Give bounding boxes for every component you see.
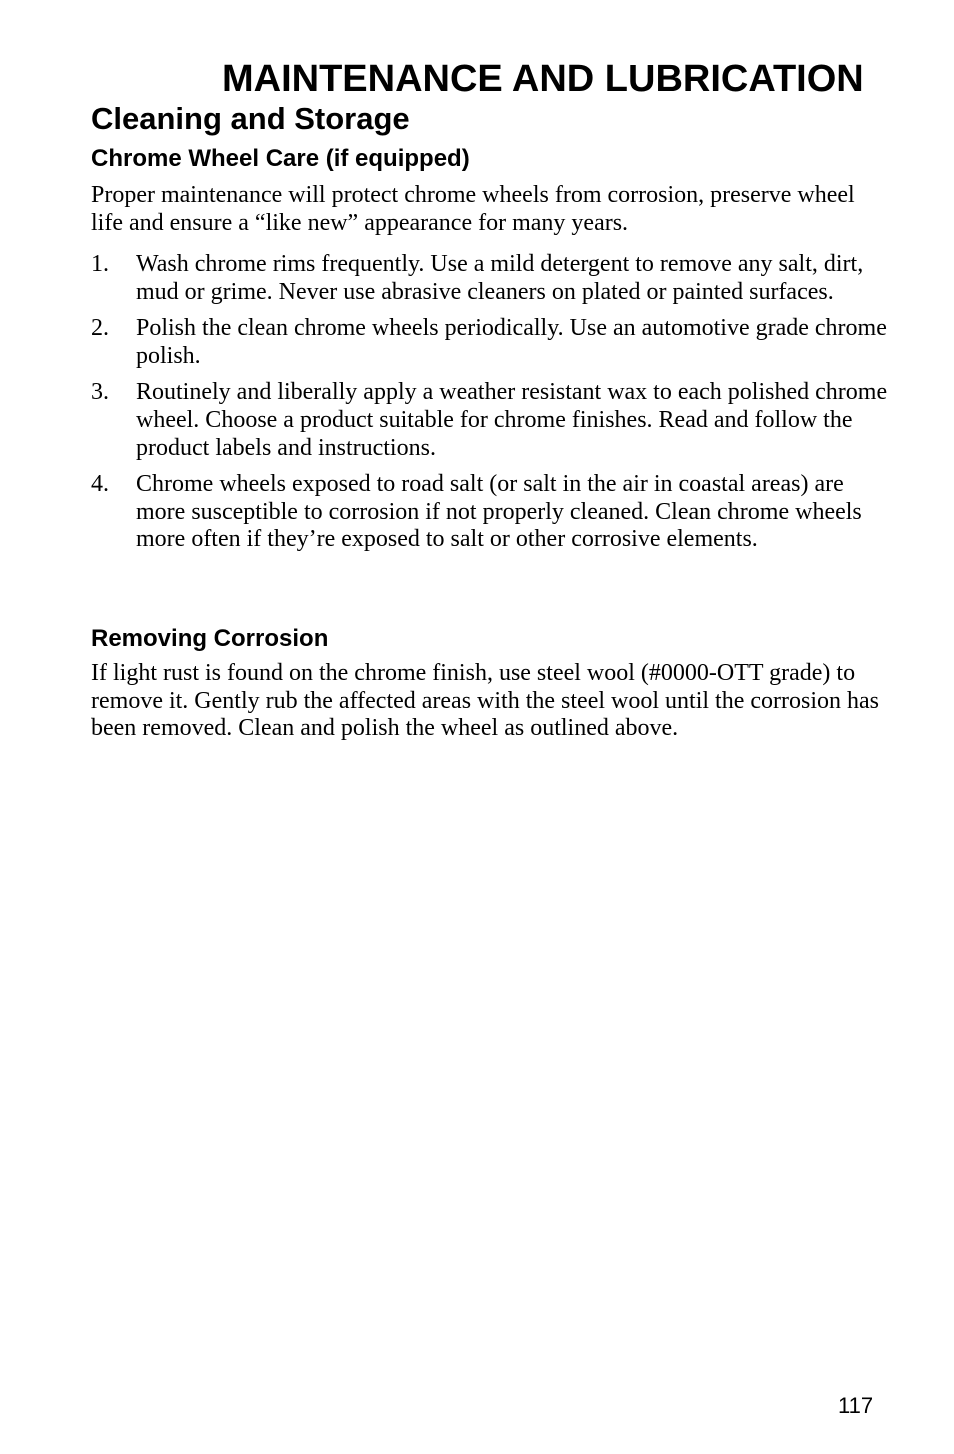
list-item [91, 379, 891, 462]
intro-paragraph: Proper maintenance will protect chrome wheels from corrosion, preserve wheel life and ensure a “like new” appearance for many years. [91, 182, 855, 236]
section-title: Cleaning and Storage [91, 101, 410, 136]
step-number: 1. [91, 251, 109, 277]
subsection-title: Chrome Wheel Care (if equipped) [91, 145, 470, 172]
step-text: Chrome wheels exposed to road salt (or salt in the air in coastal areas) are more susceptible to corrosion if not properly cleaned. Clean chrome wheels more often if they’re exposed to salt or other corrosive elements. [136, 471, 862, 553]
step-number: 4. [91, 471, 109, 498]
chapter-title: MAINTENANCE AND LUBRICATION [222, 58, 864, 100]
removing-corrosion-title: Removing Corrosion [91, 625, 329, 652]
step-text: Wash chrome rims frequently. Use a mild detergent to remove any salt, dirt, mud or grime. Never use abrasive cleaners on plated or painted surfaces. [136, 251, 864, 305]
list-item [91, 315, 891, 370]
removing-corrosion-paragraph: If light rust is found on the chrome finish, use steel wool (#0000-OTT grade) to remove it. Gently rub the affected areas with the steel wool until the corrosion has been removed. Clean and polish the wheel as outlined above. [91, 660, 879, 742]
step-text: Polish the clean chrome wheels periodically. Use an automotive grade chrome polish. [136, 315, 887, 369]
list-item [91, 471, 891, 554]
page-number: 117 [838, 1393, 874, 1418]
step-number: 2. [91, 315, 109, 342]
step-text: Routinely and liberally apply a weather resistant wax to each polished chrome wheel. Choose a product suitable for chrome finishes. Read and follow the product labels and instructions. [136, 379, 888, 461]
list-item [91, 251, 891, 306]
step-number: 3. [91, 379, 109, 406]
steps-list [91, 251, 891, 563]
